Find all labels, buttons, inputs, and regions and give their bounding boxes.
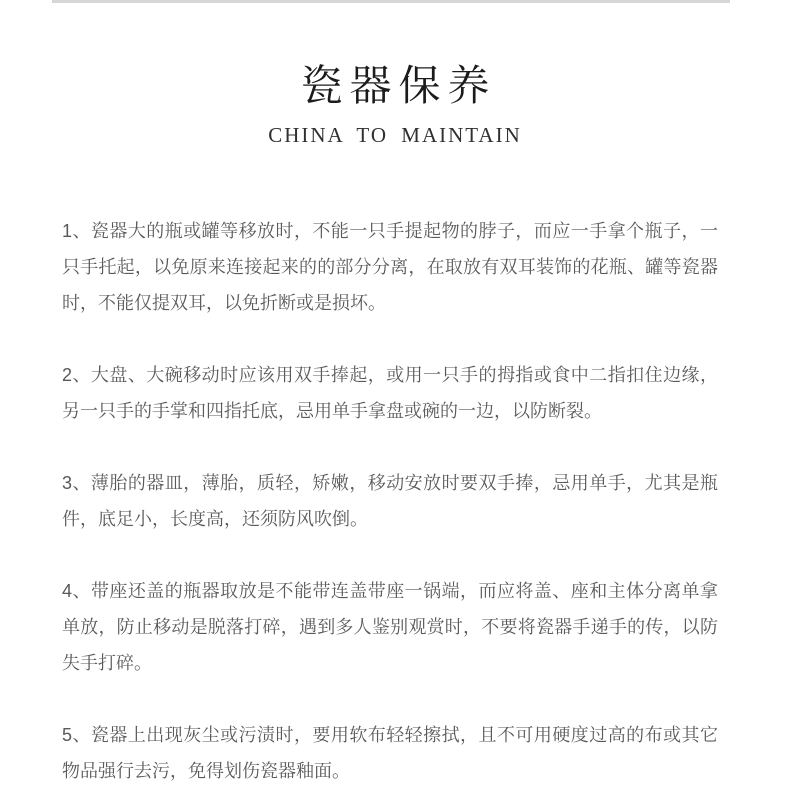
care-instructions [62,213,718,789]
page-header [0,0,790,148]
care-instruction-1: 1、瓷器大的瓶或罐等移放时，不能一只手提起物的脖子，而应一手拿个瓶子，一只手托起，以免原来连接起来的的部分分离，在取放有双耳装饰的花瓶、罐等瓷器时，不能仅提双耳，以免折断或是损坏。 [62,221,718,313]
care-instruction-3: 3、薄胎的器皿，薄胎，质轻，矫嫩，移动安放时要双手捧，忌用单手，尤其是瓶件，底足小，长度高，还须防风吹倒。 [62,473,718,529]
top-divider [52,0,730,3]
page-title: 瓷器保养 [300,62,497,109]
care-instruction-2: 2、大盘、大碗移动时应该用双手捧起，或用一只手的拇指或食中二指扣住边缘，另一只手的手掌和四指托底，忌用单手拿盘或碗的一边，以防断裂。 [62,365,718,421]
page-subtitle: CHINA TO MAINTAIN [268,123,522,147]
care-instruction-5: 5、瓷器上出现灰尘或污渍时，要用软布轻轻擦拭，且不可用硬度过高的布或其它物品强行去污，免得划伤瓷器釉面。 [62,725,718,781]
care-instruction-4: 4、带座还盖的瓶器取放是不能带连盖带座一锅端，而应将盖、座和主体分离单拿单放，防止移动是脱落打碎，遇到多人鉴别观赏时，不要将瓷器手递手的传，以防失手打碎。 [62,581,718,673]
